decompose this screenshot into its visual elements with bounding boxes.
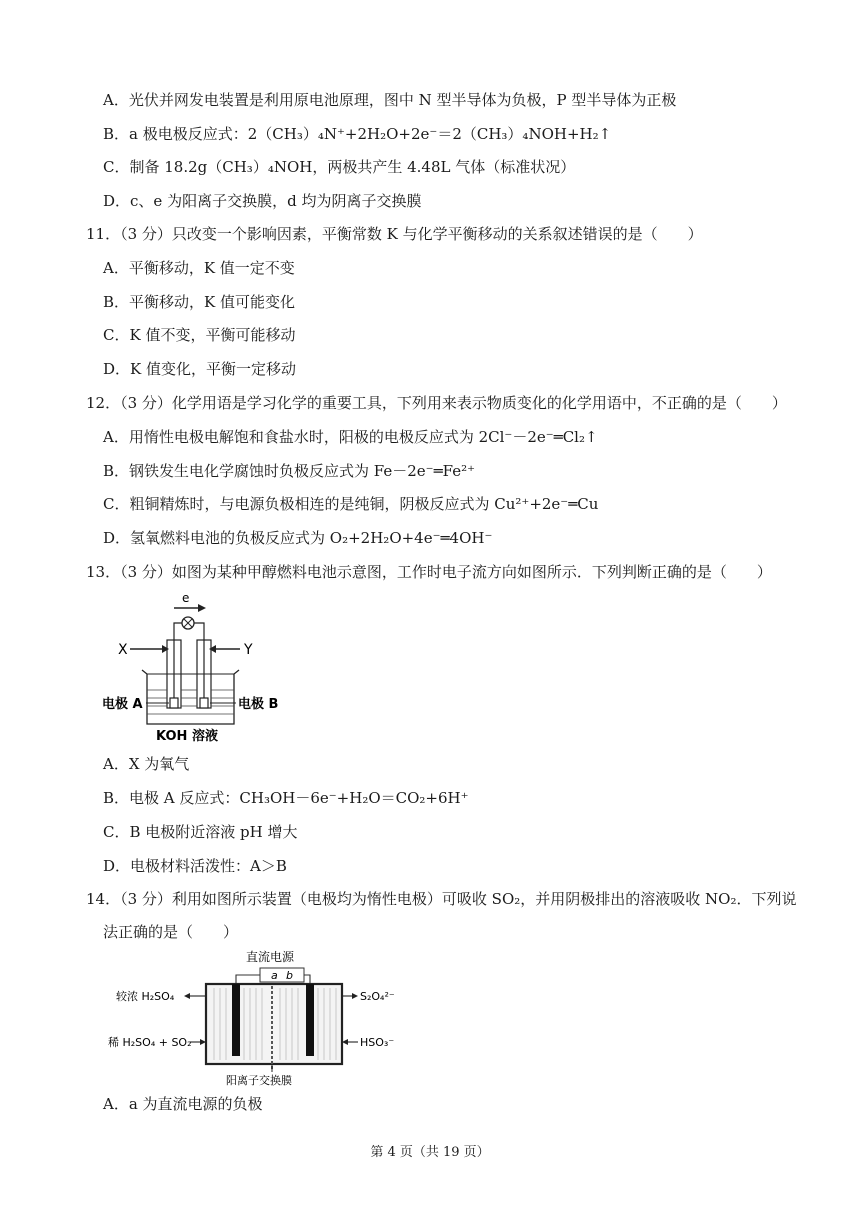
q10-option-c: C．制备 18.2g（CH₃）₄NOH，两极共产生 4.48L 气体（标准状况） [103, 158, 576, 176]
q14-option-a: A．a 为直流电源的负极 [103, 1095, 263, 1113]
out-left-label: 较浓 H₂SO₄ [116, 990, 175, 1003]
x-label: X [118, 642, 128, 658]
q13-option-b: B．电极 A 反应式：CH₃OH－6e⁻+H₂O＝CO₂+6H⁺ [103, 789, 469, 807]
q14-stem-line1: 14．（3 分）利用如图所示装置（电极均为惰性电极）可吸收 SO₂，并用阴极排出的溶液吸收 NO₂．下列说 [86, 890, 797, 908]
q11-option-d: D．K 值变化，平衡一定移动 [103, 360, 297, 378]
out-right-label: S₂O₄²⁻ [360, 990, 395, 1003]
y-label: Y [244, 642, 253, 658]
q11-option-b: B．平衡移动，K 值可能变化 [103, 293, 295, 311]
power-source-label: 直流电源 [246, 950, 295, 964]
methanol-fuel-cell-diagram [102, 590, 292, 748]
page-footer: 第 4 页（共 19 页） [370, 1145, 490, 1160]
membrane-label: 阳离子交换膜 [226, 1074, 292, 1087]
electron-label: e [182, 591, 190, 605]
q11-option-a: A．平衡移动，K 值一定不变 [103, 259, 295, 277]
q12-option-c: C．粗铜精炼时，与电源负极相连的是纯铜，阴极反应式为 Cu²⁺+2e⁻═Cu [103, 495, 599, 513]
q13-option-c: C．B 电极附近溶液 pH 增大 [103, 823, 298, 841]
terminal-b-label: b [286, 969, 293, 982]
terminal-a-label: a [271, 969, 278, 982]
in-right-label: HSO₃⁻ [360, 1036, 395, 1049]
electrolysis-cell-diagram [108, 948, 404, 1087]
q10-option-d: D．c、e 为阳离子交换膜，d 均为阴离子交换膜 [103, 192, 422, 210]
q13-stem: 13．（3 分）如图为某种甲醇燃料电池示意图，工作时电子流方向如图所示．下列判断正确的是（ ） [86, 563, 772, 581]
q14-stem-line2: 法正确的是（ ） [103, 923, 239, 941]
q12-option-b: B．钢铁发生电化学腐蚀时负极反应式为 Fe－2e⁻═Fe²⁺ [103, 462, 476, 480]
q12-option-d: D．氢氧燃料电池的负极反应式为 O₂+2H₂O+4e⁻═4OH⁻ [103, 529, 493, 547]
in-left-label: 稀 H₂SO₄ + SO₂ [108, 1036, 192, 1049]
electrode-a-label: 电极 A [102, 697, 143, 712]
q12-option-a: A．用惰性电极电解饱和食盐水时，阳极的电极反应式为 2Cl⁻－2e⁻═Cl₂↑ [103, 428, 598, 446]
q10-option-a: A．光伏并网发电装置是利用原电池原理，图中 N 型半导体为负极，P 型半导体为正极 [103, 91, 677, 109]
q12-stem: 12．（3 分）化学用语是学习化学的重要工具，下列用来表示物质变化的化学用语中，不正确的是（ ） [86, 394, 787, 412]
q13-option-d: D．电极材料活泼性：A＞B [103, 857, 287, 875]
q11-option-c: C．K 值不变，平衡可能移动 [103, 326, 296, 344]
q11-stem: 11．（3 分）只改变一个影响因素，平衡常数 K 与化学平衡移动的关系叙述错误的是（ ） [86, 225, 703, 243]
koh-solution-label: KOH 溶液 [156, 729, 218, 744]
q10-option-b: B．a 极电极反应式：2（CH₃）₄N⁺+2H₂O+2e⁻＝2（CH₃）₄NOH+H₂↑ [103, 125, 612, 143]
q13-option-a: A．X 为氧气 [103, 755, 190, 773]
electrode-b-label: 电极 B [238, 697, 279, 712]
